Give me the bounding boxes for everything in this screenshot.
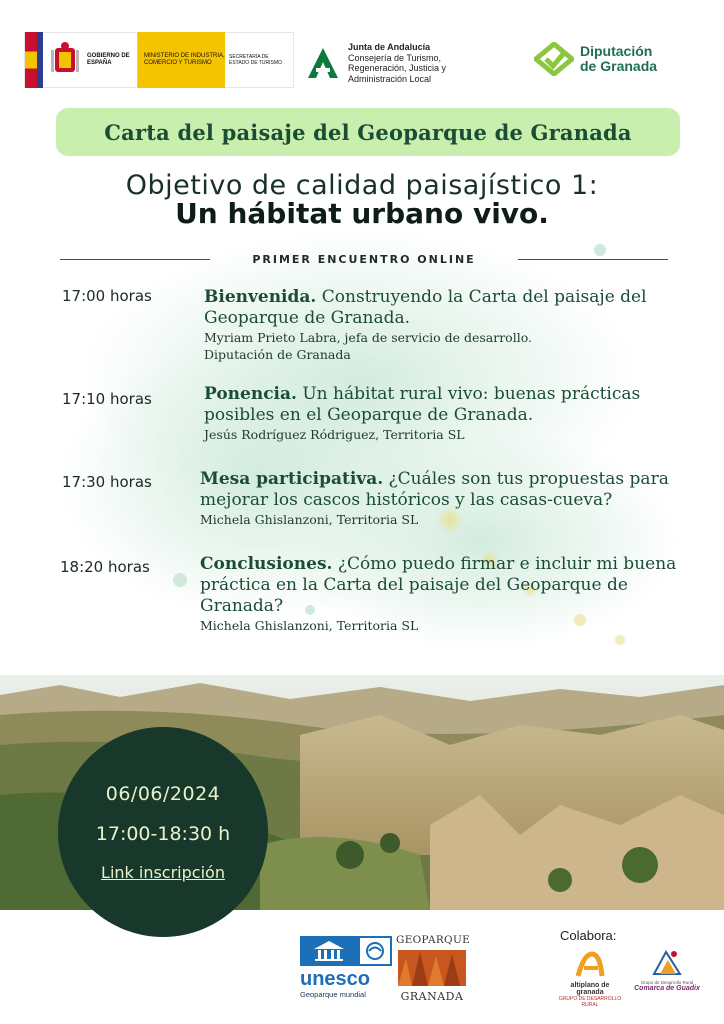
agenda-title: Mesa participativa. [200,469,384,489]
geoparque-top-label: GEOPARQUE [396,934,471,946]
agenda-text: Un hábitat rural vivo: buenas prácticas posibles en el Geoparque de Granada. [204,384,641,425]
agenda-title: Conclusiones. [200,554,333,574]
coat-of-arms-icon [49,40,81,80]
badlands-icon [398,946,466,986]
guadix-mountain-icon [650,946,684,976]
gobierno-label: GOBIERNO DE ESPAÑA [87,53,130,66]
agenda-time: 18:20 horas [60,558,150,576]
eu-stripe-icon [37,32,43,88]
objective-line2: Un hábitat urbano vivo. [175,197,549,230]
altiplano-name: altiplano de granada [570,982,610,996]
spain-flag-icon [25,32,37,88]
event-hours: 17:00-18:30 h [95,822,231,845]
junta-dept: Consejería de Turismo, Regeneración, Justicia y Administración Local [348,52,447,84]
diputacion-diamond-icon [534,42,574,76]
top-logos [24,30,700,90]
registration-link[interactable]: Link inscripción [101,862,225,882]
agenda-speaker: Michela Ghislanzoni, Territoria SL [200,512,419,527]
agenda-time: 17:00 horas [62,287,152,305]
gobierno-espana-logo [24,32,294,88]
junta-name: Junta de Andalucía [348,42,431,52]
agenda-text: ¿Cuáles son tus propuestas para mejorar los cascos históricos y las casas-cueva? [200,469,669,510]
guadix-name: Comarca de Guadix [634,985,700,992]
geoparque-bottom-label: GRANADA [400,990,464,1003]
agenda-text: Construyendo la Carta del paisaje del Geoparque de Granada. [204,287,647,328]
agenda-title: Ponencia. [204,384,297,404]
event-date: 06/06/2024 [105,782,221,805]
agenda-text: ¿Cómo puedo firmar e incluir mi buena práctica en la Carta del paisaje del Geoparque de Granada? [200,554,677,616]
page-title: Carta del paisaje del Geoparque de Granada [104,119,632,145]
guadix-logo [632,946,702,992]
unesco-logo [300,936,392,1006]
agenda-time: 17:30 horas [62,473,152,491]
ministerio-label: MINISTERIO DE INDUSTRIA, COMERCIO Y TURISMO [137,32,225,88]
diputacion-line1: Diputación [580,43,653,59]
agenda-title: Bienvenida. [204,287,317,307]
unesco-caption: Geoparque mundial [300,990,366,999]
secretaria-label: SECRETARÍA DE ESTADO DE TURISMO [229,54,282,66]
junta-andalucia-logo [306,42,498,84]
diputacion-line2: de Granada [580,58,658,74]
unesco-word: unesco [300,968,371,990]
agenda-time: 17:10 horas [62,390,152,408]
agenda-speaker: Myriam Prieto Labra, jefa de servicio de desarrollo. [204,330,532,345]
event-info-circle [58,727,268,937]
divider-line-right [518,259,668,260]
altiplano-sub: GRUPO DE DESARROLLO RURAL [558,996,622,1008]
geopark-swirl-icon [358,936,392,966]
guadix-sub: Grupo de Desarrollo Rural [640,980,694,985]
agenda-speaker: Jesús Rodríguez Ródriguez, Territoria SL [204,427,465,442]
agenda-org: Diputación de Granada [204,347,351,362]
altiplano-logo [556,950,624,1008]
divider-line-left [60,259,210,260]
title-band [56,108,680,156]
objective-line1: Objetivo de calidad paisajístico 1: [125,170,599,201]
unesco-temple-icon [300,936,358,966]
agenda-speaker: Michela Ghislanzoni, Territoria SL [200,618,419,633]
colabora-label: Colabora: [560,928,617,943]
section-divider [60,250,668,268]
geoparque-granada-logo [396,934,471,1006]
objective-heading [0,170,724,230]
altiplano-a-icon [574,950,606,978]
diputacion-granada-logo [534,42,657,76]
section-label: PRIMER ENCUENTRO ONLINE [252,252,476,266]
junta-a-icon [306,46,340,80]
